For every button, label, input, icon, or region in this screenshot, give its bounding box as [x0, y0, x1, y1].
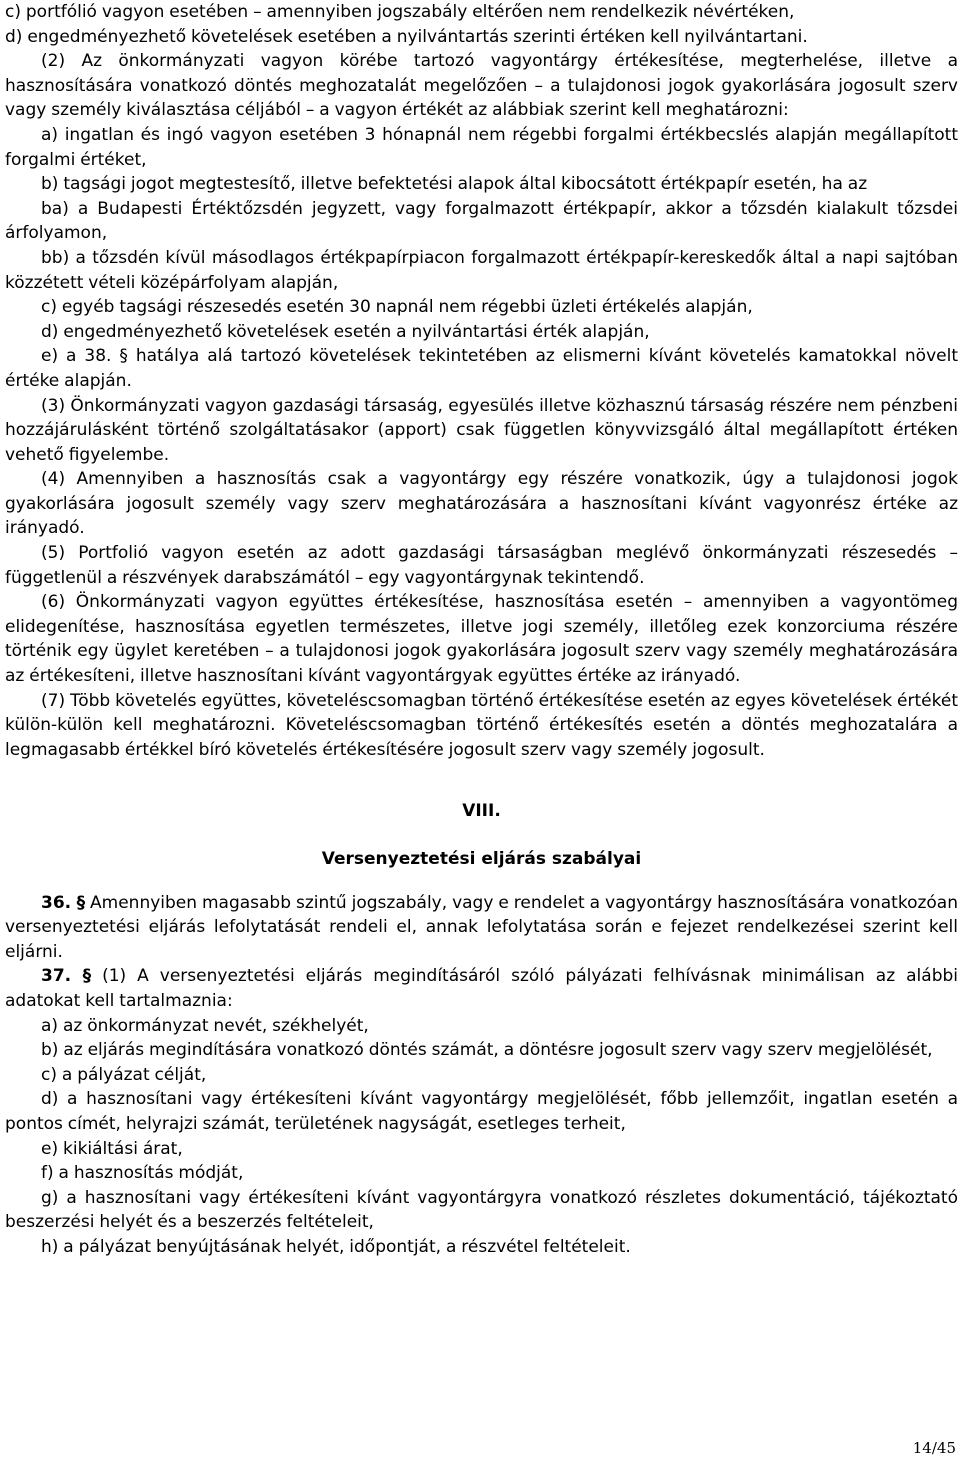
paragraph-3: (3) Önkormányzati vagyon gazdasági társaság, egyesülés illetve közhasznú társaság részére nem pénzbeni hozzájárulásként történő szolgáltatásakor (apport) csak független könyvvizsgáló által megállapított értéken vehető figyelembe. [5, 395, 958, 465]
paragraph-2-intro: (2) Az önkormányzati vagyon körébe tartozó vagyontárgy értékesítése, megterhelése, illetve a hasznosítására vonatkozó döntés meghozatalát megelőzően – a tulajdonosi jogok gyakorlására jogosult szerv vagy személy kiválasztása céljából – a vagyon értékét az alábbiak szerint kell meghatározni: [5, 51, 958, 121]
paragraph-6: (6) Önkormányzati vagyon együttes értékesítése, hasznosítása esetén – amennyiben a vagyontömeg elidegenítése, hasznosítása egyetlen természetes, illetve jogi személy, illetőleg ezek konzorciuma részére történik egy ügylet keretében – a tulajdonosi jogok gyakorlására jogosult szerv vagy személy meghatározására az értékesíteni, illetve hasznosítani kívánt vagyontárgyak együttes értéke az irányadó. [5, 592, 958, 687]
list-item-d-receivables: d) engedményezhető követelések esetében a nyilvántartás szerinti értéken kell nyilvántartani. [5, 26, 808, 47]
section-37-label: 37. § [41, 966, 92, 987]
list-item-bb-secondary-market: bb) a tőzsdén kívül másodlagos értékpapírpiacon forgalmazott értékpapír-kereskedők által a napi sajtóban közzétett vételi középárfolyam alapján, [5, 247, 958, 293]
list-item-b-membership: b) tagsági jogot megtestesítő, illetve befektetési alapok által kibocsátott értékpapír esetén, ha az [41, 174, 868, 195]
list-item-a-real-estate: a) ingatlan és ingó vagyon esetében 3 hónapnál nem régebbi forgalmi értékbecslés alapján megállapított forgalmi értéket, [5, 124, 958, 170]
list-item-a-municipality: a) az önkormányzat nevét, székhelyét, [41, 1015, 369, 1036]
list-item-f-utilization: f) a hasznosítás módját, [41, 1163, 244, 1184]
list-item-e-claims-38: e) a 38. § hatálya alá tartozó követelések tekintetében az elismerni kívánt követelés kamatokkal növelt értéke alapján. [5, 346, 958, 391]
paragraph-5: (5) Portfolió vagyon esetén az adott gazdasági társaságban meglévő önkormányzati részesedés – függetlenül a részvények darabszámától – egy vagyontárgynak tekintendő. [5, 543, 958, 588]
list-item-h-submission: h) a pályázat benyújtásának helyét, időpontját, a részvétel feltételeit. [41, 1236, 631, 1257]
section-36-label: 36. § [41, 892, 86, 913]
paragraph-4: (4) Amennyiben a hasznosítás csak a vagyontárgy egy részére vonatkozik, úgy a tulajdonosi jogok gyakorlására jogosult személy vagy szerv meghatározására a hasznosítani kívánt vagyonrész értéke az irányadó. [5, 469, 958, 539]
list-item-g-documentation: g) a hasznosítani vagy értékesíteni kívánt vagyontárgyra vonatkozó részletes dokumentáció, tájékoztató beszerzési helyét és a beszerzés feltételeit, [5, 1187, 958, 1233]
list-item-c-purpose: c) a pályázat célját, [41, 1064, 207, 1085]
section-title: Versenyeztetési eljárás szabályai [321, 849, 642, 869]
paragraph-7: (7) Több követelés együttes, követeléscsomagban történő értékesítése esetén az egyes követelések értékét külön-külön kell meghatározni. Követeléscsomagban történő értékesítés esetén a döntés meghozatalára a legmagasabb értékkel bíró követelés értékesítésére jogosult szerv vagy személy jogosult. [5, 690, 958, 760]
list-item-c-portfolio: c) portfólió vagyon esetében – amennyiben jogszabály eltérően nem rendelkezik névértéken, [5, 2, 795, 22]
page-number: 14/45 [912, 1439, 956, 1457]
list-item-c-other-membership: c) egyéb tagsági részesedés esetén 30 napnál nem régebbi üzleti értékelés alapján, [41, 297, 753, 318]
list-item-d-asset: d) a hasznosítani vagy értékesíteni kívánt vagyontárgy megjelölését, főbb jellemzőit, ingatlan esetén a pontos címét, helyrajzi számát, területének nagyságát, esetleges terheit, [5, 1089, 958, 1134]
section-36 [5, 891, 958, 965]
section-36-text: Amennyiben magasabb szintű jogszabály, vagy e rendelet a vagyontárgy hasznosítására vonatkozóan versenyeztetési eljárás lefolytatását rendeli el, annak lefolytatása során e fejezet rendelkezései szerint kell eljárni. [5, 892, 958, 962]
list-item-ba-stock-exchange: ba) a Budapesti Értéktőzsdén jegyzett, vagy forgalmazott értékpapír, akkor a tőzsdén kialakult tőzsdei árfolyamon, [5, 198, 958, 244]
list-item-d-assignable-claims: d) engedményezhető követelések esetén a nyilvántartási érték alapján, [41, 321, 650, 342]
document-page [5, 0, 958, 1260]
list-item-b-decision: b) az eljárás megindítására vonatkozó döntés számát, a döntésre jogosult szerv vagy szerv megjelölését, [41, 1040, 933, 1061]
section-37-text: (1) A versenyeztetési eljárás megindításáról szóló pályázati felhívásnak minimálisan az alábbi adatokat kell tartalmaznia: [5, 966, 958, 1011]
section-number: VIII. [462, 801, 501, 822]
list-item-e-starting-price: e) kikiáltási árat, [41, 1138, 183, 1159]
section-37 [5, 964, 958, 1013]
